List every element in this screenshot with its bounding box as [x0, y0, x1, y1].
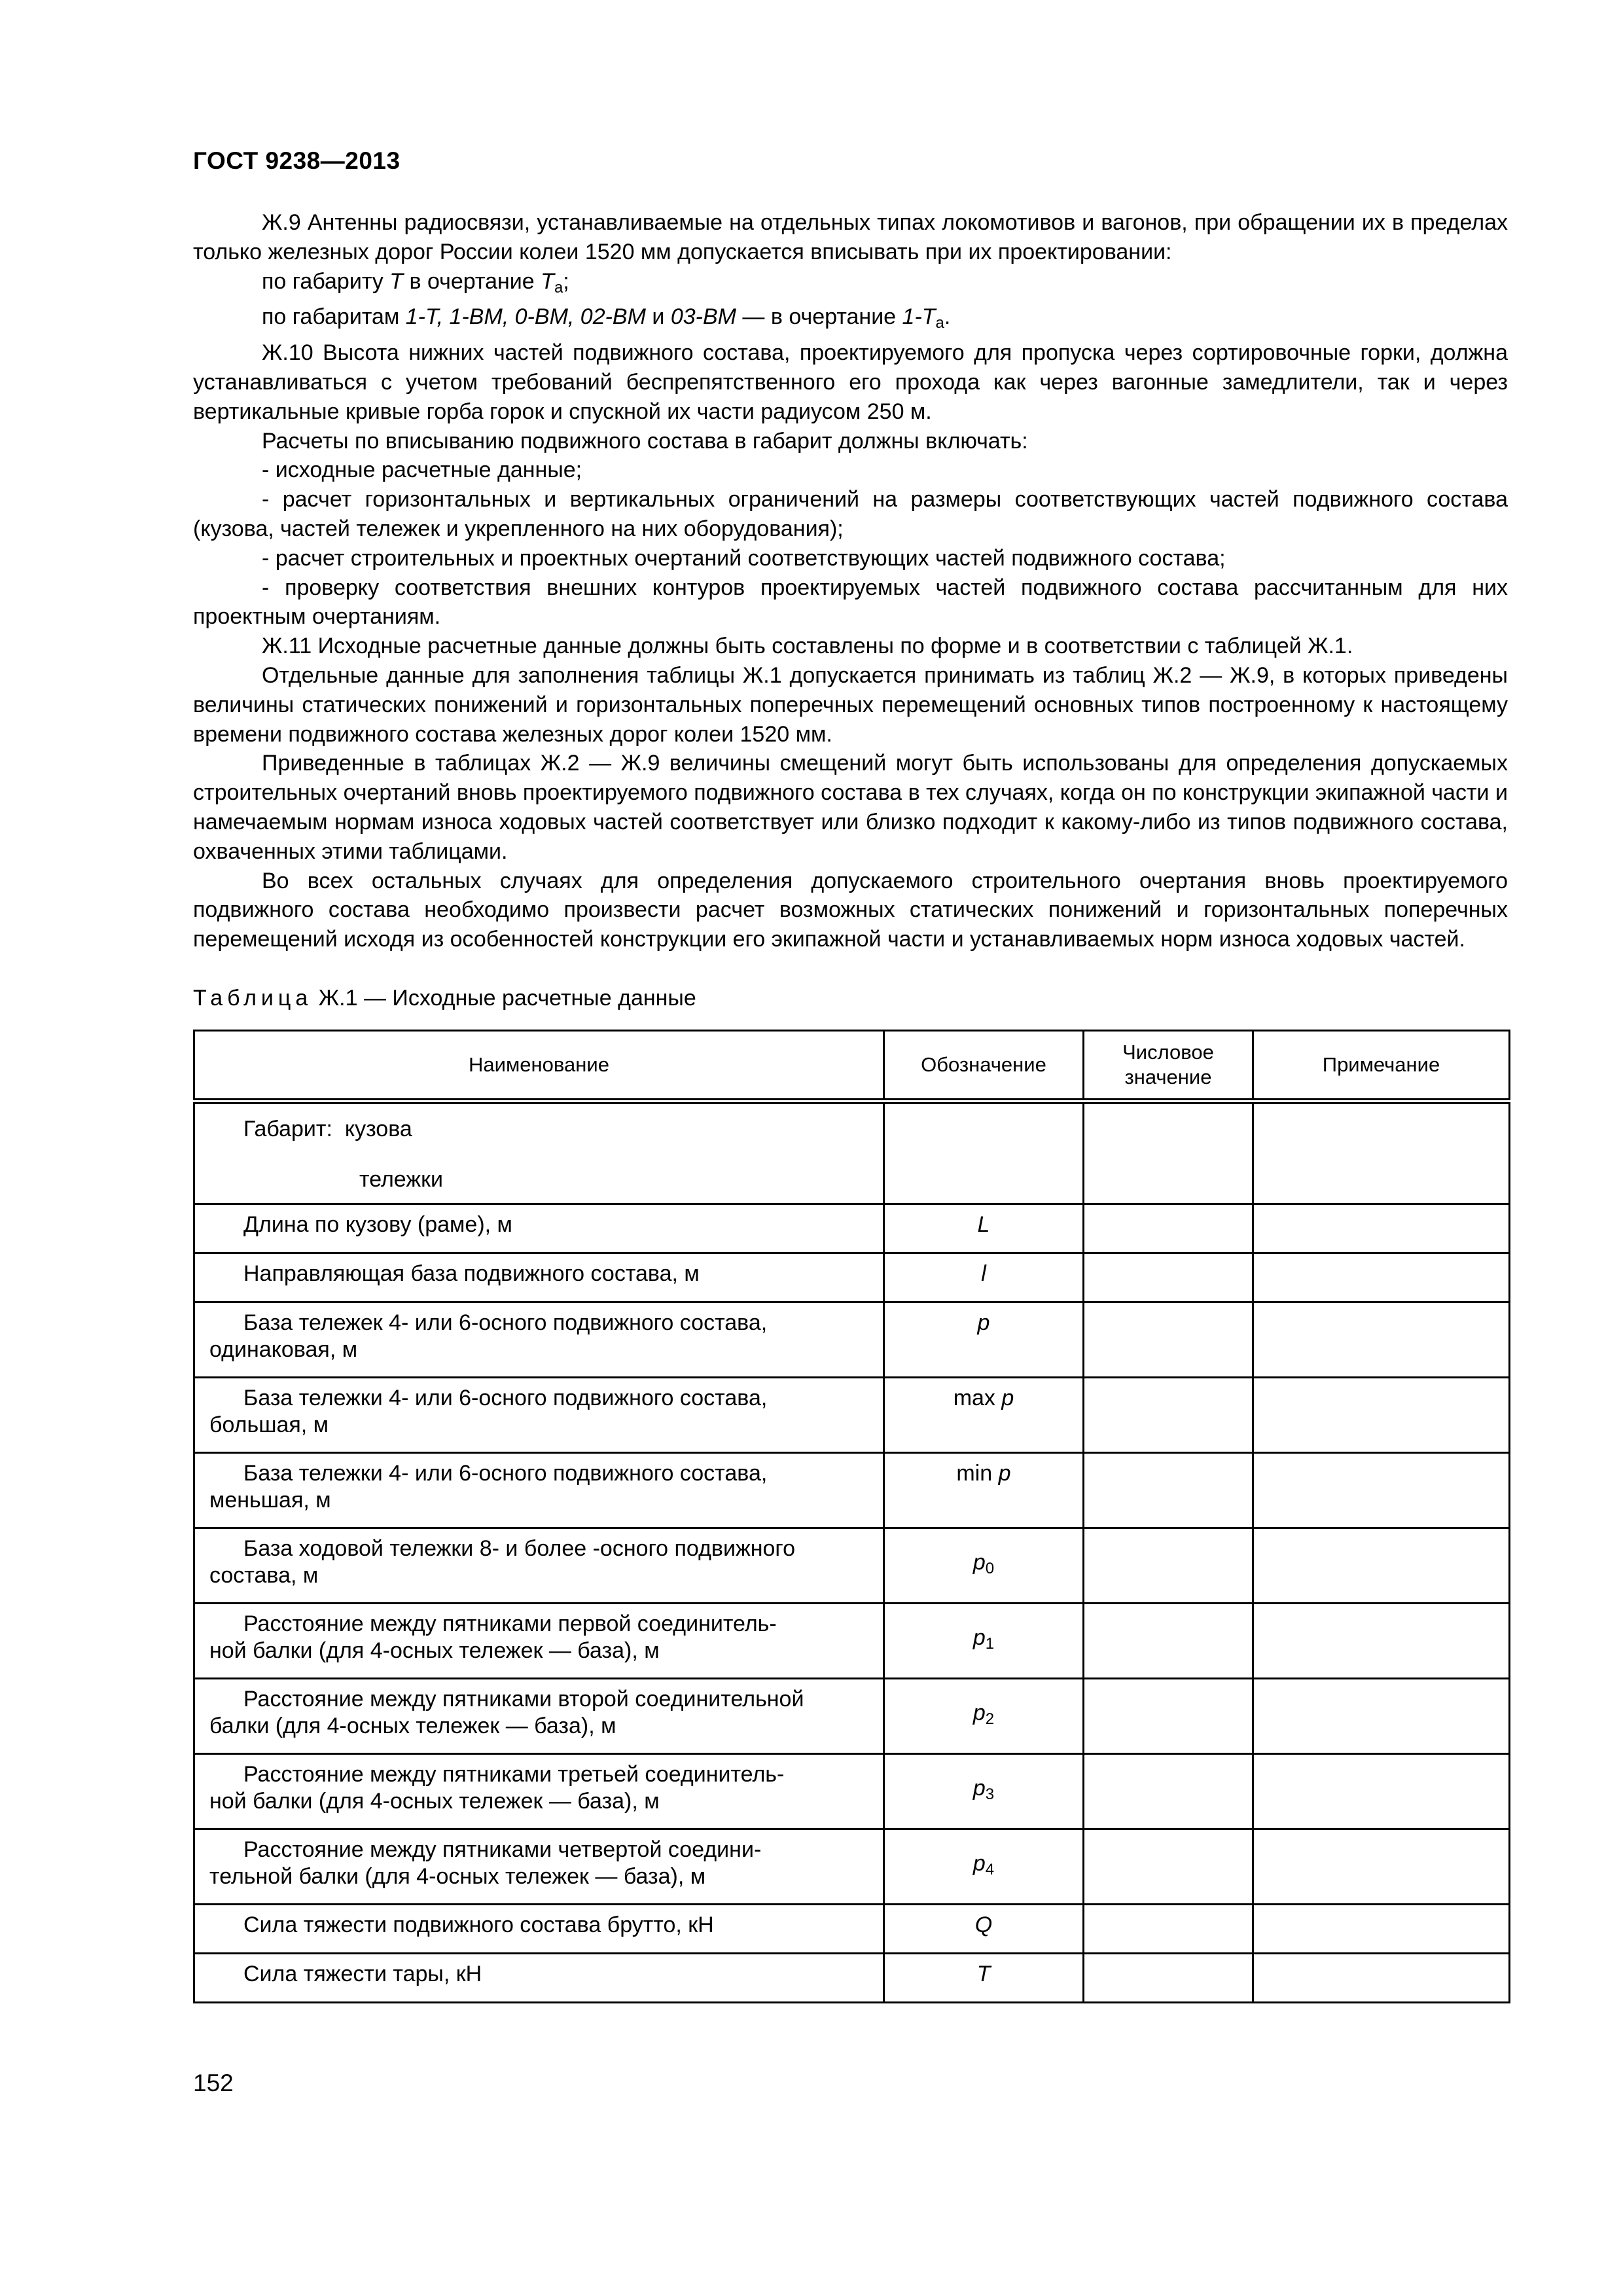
table-row-gabarit: [194, 1102, 1510, 1204]
name-cell: Сила тяжести подвижного состава брутто, кН: [194, 1905, 884, 1954]
list-item: - исходные расчетные данные;: [262, 457, 582, 483]
note-cell: [1253, 1302, 1510, 1378]
name-cell: Направляющая база подвижного состава, м: [194, 1253, 884, 1302]
name-cell: База тележки 4- или 6-осного подвижного состава, меньшая, м: [194, 1453, 884, 1528]
table-row: [194, 1204, 1510, 1253]
table-row: [194, 1679, 1510, 1754]
table-row: [194, 1829, 1510, 1905]
name-cell: Расстояние между пятниками второй соединительной балки (для 4-осных тележек — база), м: [194, 1679, 884, 1754]
table-row: [194, 1754, 1510, 1829]
table-row: [194, 1302, 1510, 1378]
name-cell: Сила тяжести тары, кН: [194, 1954, 884, 2003]
value-cell: [1084, 1954, 1253, 2003]
gabarit-cell: Габарит: кузова тележки: [194, 1102, 884, 1204]
list-item: - проверку соответствия внешних контуров проектируемых частей подвижного состава рассчитанным для них проектным очертаниям.: [193, 575, 1508, 630]
table-row: [194, 1253, 1510, 1302]
table-header-row: [194, 1031, 1510, 1102]
note-cell: [1253, 1378, 1510, 1453]
note-cell: [1253, 1905, 1510, 1954]
table-row: [194, 1378, 1510, 1453]
table-row: [194, 1954, 1510, 2003]
symbol-cell: $p_3$: [884, 1754, 1084, 1829]
symbol-cell: L: [884, 1204, 1084, 1253]
symbol-cell: $p_1$: [884, 1604, 1084, 1679]
value-cell: [1084, 1302, 1253, 1378]
symbol-cell: p: [884, 1302, 1084, 1378]
paragraph: Ж.11 Исходные расчетные данные должны быть составлены по форме и в соответствии с таблицей Ж.1.: [262, 634, 1353, 659]
symbol-cell: l: [884, 1253, 1084, 1302]
column-header-note: Примечание: [1253, 1031, 1510, 1102]
note-cell: [1253, 1204, 1510, 1253]
value-cell: [1084, 1679, 1253, 1754]
symbol-cell: max p: [884, 1378, 1084, 1453]
body-text: [193, 208, 1508, 954]
name-cell: База тележки 4- или 6-осного подвижного состава, большая, м: [194, 1378, 884, 1453]
list-item: - расчет горизонтальных и вертикальных ограничений на размеры соответствующих частей подвижного состава (кузова, частей тележек и укрепленного на них оборудования);: [193, 487, 1508, 541]
symbol-cell: $p_2$: [884, 1679, 1084, 1754]
symbol-cell: $p_4$: [884, 1829, 1084, 1905]
paragraph: по габариту T в очертание $T_a$;: [262, 268, 569, 296]
column-header-value: Числовое значение: [1084, 1031, 1253, 1102]
name-cell: Расстояние между пятниками третьей соединитель- ной балки (для 4-осных тележек — база), м: [194, 1754, 884, 1829]
column-header-symbol: Обозначение: [884, 1031, 1084, 1102]
list-item: - расчет строительных и проектных очертаний соответствующих частей подвижного состава;: [262, 545, 1226, 571]
value-cell: [1084, 1378, 1253, 1453]
name-cell: Расстояние между пятниками четвертой соедини- тельной балки (для 4-осных тележек — база), м: [194, 1829, 884, 1905]
paragraph: Расчеты по вписыванию подвижного состава в габарит должны включать:: [262, 428, 1028, 454]
value-cell: [1084, 1102, 1253, 1204]
value-cell: [1084, 1528, 1253, 1604]
value-cell: [1084, 1604, 1253, 1679]
note-cell: [1253, 1253, 1510, 1302]
paragraph: Отдельные данные для заполнения таблицы Ж.1 допускается принимать из таблиц Ж.2 — Ж.9, в которых приведены величины статических понижений и горизонтальных поперечных перемещений основных типов построенному к настоящему времени подвижного состава железных дорог колеи 1520 мм.: [193, 662, 1508, 747]
table-row: [194, 1453, 1510, 1528]
table-row: [194, 1905, 1510, 1954]
value-cell: [1084, 1453, 1253, 1528]
paragraph: Во всех остальных случаях для определения допускаемого строительного очертания вновь проектируемого подвижного состава необходимо произвести расчет возможных статических понижений и горизонтальных поперечных перемещений исходя из особенностей конструкции его экипажной части и устанавливаемых норм износа ходовых частей.: [193, 868, 1508, 952]
value-cell: [1084, 1829, 1253, 1905]
symbol-cell: min p: [884, 1453, 1084, 1528]
name-cell: База тележек 4- или 6-осного подвижного состава, одинаковая, м: [194, 1302, 884, 1378]
data-table: [193, 1030, 1510, 2003]
paragraph: по габаритам 1-T, 1-ВМ, 0-ВМ, 02-ВМ и 03-ВМ — в очертание $1-T_a$.: [262, 304, 951, 332]
note-cell: [1253, 1829, 1510, 1905]
name-cell: Длина по кузову (раме), м: [194, 1204, 884, 1253]
symbol-cell: T: [884, 1954, 1084, 2003]
note-cell: [1253, 1754, 1510, 1829]
table-row: [194, 1528, 1510, 1604]
name-cell: Расстояние между пятниками первой соединитель- ной балки (для 4-осных тележек — база), м: [194, 1604, 884, 1679]
column-header-name: Наименование: [194, 1031, 884, 1102]
page-number: 152: [193, 2070, 234, 2096]
note-cell: [1253, 1102, 1510, 1204]
paragraph: Приведенные в таблицах Ж.2 — Ж.9 величины смещений могут быть использованы для определения допускаемых строительных очертаний вновь проектируемого подвижного состава в тех случаях, когда он по конструкции экипажной части и намечаемым нормам износа ходовых частей соответствует или близко подходит к какому-либо из типов подвижного состава, охваченных этими таблицами.: [193, 751, 1508, 864]
note-cell: [1253, 1453, 1510, 1528]
note-cell: [1253, 1679, 1510, 1754]
table-caption: Таблица Ж.1 — Исходные расчетные данные: [193, 986, 696, 1011]
name-cell: База ходовой тележки 8- и более -осного подвижного состава, м: [194, 1528, 884, 1604]
table-row: [194, 1604, 1510, 1679]
symbol-cell: Q: [884, 1905, 1084, 1954]
note-cell: [1253, 1954, 1510, 2003]
paragraph: Ж.10 Высота нижних частей подвижного состава, проектируемого для пропуска через сортировочные горки, должна устанавливаться с учетом требований беспрепятственного его прохода как через вагонные замедлители, так и через вертикальные кривые горба горок и спускной их части радиусом 250 м.: [193, 340, 1508, 424]
note-cell: [1253, 1528, 1510, 1604]
value-cell: [1084, 1204, 1253, 1253]
note-cell: [1253, 1604, 1510, 1679]
symbol-cell: [884, 1102, 1084, 1204]
value-cell: [1084, 1905, 1253, 1954]
paragraph: Ж.9 Антенны радиосвязи, устанавливаемые на отдельных типах локомотивов и вагонов, при обращении их в пределах только железных дорог России колеи 1520 мм допускается вписывать при их проектировании:: [193, 210, 1508, 264]
value-cell: [1084, 1754, 1253, 1829]
symbol-cell: $p_0$: [884, 1528, 1084, 1604]
document-header: ГОСТ 9238—2013: [193, 147, 401, 174]
value-cell: [1084, 1253, 1253, 1302]
